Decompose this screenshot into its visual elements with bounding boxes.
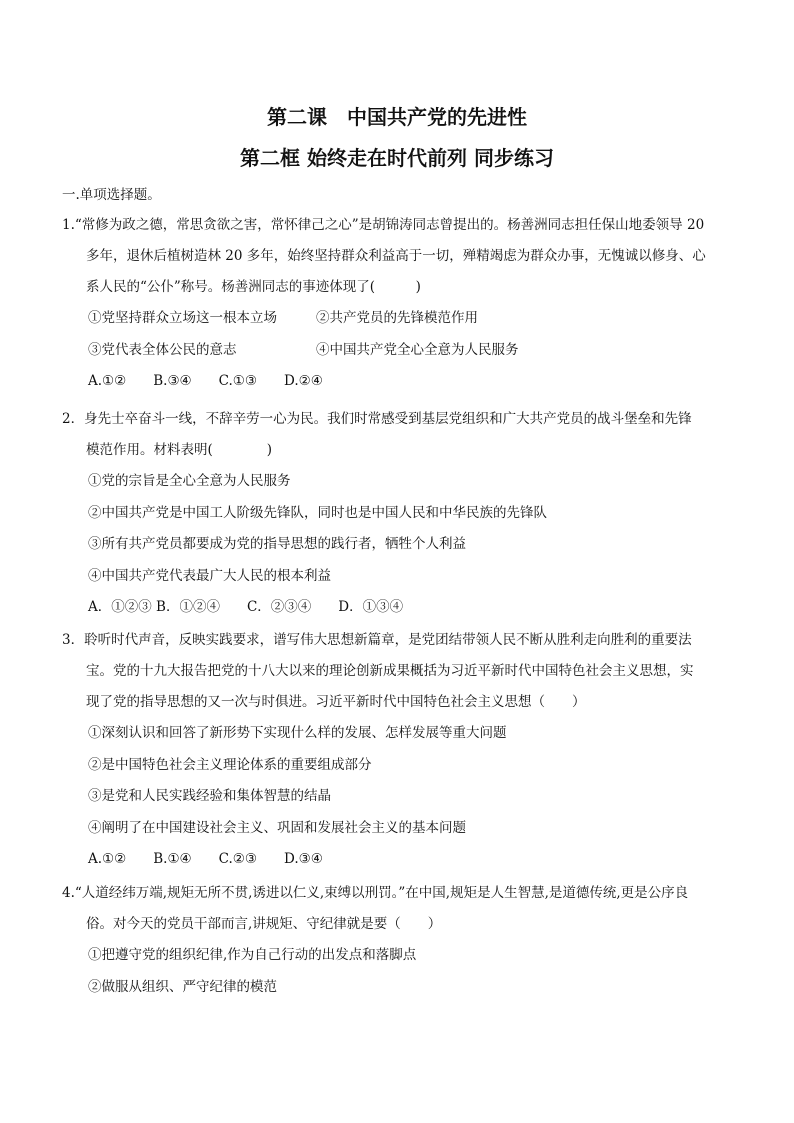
option-4: ④阐明了在中国建设社会主义、巩固和发展社会主义的基本问题 [88,819,466,836]
stem-line: 宝。党的十九大报告把党的十八大以来的理论创新成果概括为习近平新时代中国特色社会主义思想，实 [86,663,694,679]
question-stem [62,404,734,466]
option-2: ②做服从组织、严守纪律的模范 [88,978,277,995]
stem-line: 系人民的“公仆”称号。杨善洲同志的事迹体现了( ) [86,279,421,295]
option-3: ③所有共产党员都要成为党的指导思想的践行者，牺牲个人利益 [88,536,466,552]
question-3 [62,625,734,876]
option-row [62,303,734,335]
option-row [62,335,734,367]
question-2 [62,404,734,624]
option-1: ①把遵守党的组织纪律,作为自己行动的出发点和落脚点 [88,947,417,963]
option-2: ②共产党员的先锋模范作用 [316,310,478,326]
stem-line: 现了党的指导思想的又一次与时俱进。习近平新时代中国特色社会主义思想（ ） [86,694,586,710]
question-stem [62,625,734,718]
page-subtitle: 第二框 始终走在时代前列 同步练习 [240,146,554,170]
option-1: ①深刻认识和回答了新形势下实现什么样的发展、怎样发展等重大问题 [88,725,507,741]
stem-line: 模范作用。材料表明( ) [86,442,273,458]
option-2: ②中国共产党是中国工人阶级先锋队，同时也是中国人民和中华民族的先锋队 [88,504,547,521]
stem-line: 2．身先士卒奋斗一线，不辞辛劳一心为民。我们时常感受到基层党组织和广大共产党员的战斗堡垒和先锋 [62,411,692,427]
answer-choices: A.①② B.③④ C.①③ D.②④ [88,373,323,389]
question-stem [62,878,734,940]
stem-line: 俗。对今天的党员干部而言,讲规矩、守纪律就是要（ ） [86,916,442,932]
question-1 [62,210,734,398]
stem-line: 多年，退休后植树造林 20 多年，始终坚持群众利益高于一切，殚精竭虑为群众办事，无愧诚以修身、心 [86,248,706,264]
question-4 [62,878,734,1003]
section-heading: 一.单项选择题。 [62,187,161,203]
option-3: ③党代表全体公民的意志 [88,341,237,358]
stem-line: 4.“人道经纬万端,规矩无所不贯,诱进以仁义,束缚以刑罚。”在中国,规矩是人生智慧,是道德传统,更是公序良 [62,885,689,901]
answer-choices: A.①② B.①④ C.②③ D.③④ [88,851,323,867]
answer-choices: A．①②③ B．①②④ C．②③④ D．①③④ [88,599,404,615]
option-2: ②是中国特色社会主义理论体系的重要组成部分 [88,756,372,773]
option-4: ④中国共产党代表最广大人民的根本利益 [88,567,331,584]
stem-line: 1.“常修为政之德，常思贪欲之害，常怀律己之心”是胡锦涛同志曾提出的。杨善洲同志担任保山地委领导 20 [62,217,705,233]
option-3: ③是党和人民实践经验和集体智慧的结晶 [88,788,331,804]
page-title: 第二课 中国共产党的先进性 [267,105,527,129]
stem-line: 3．聆听时代声音，反映实践要求，谱写伟大思想新篇章，是党团结带领人民不断从胜利走向胜利的重要法 [62,632,692,648]
option-1: ①党的宗旨是全心全意为人民服务 [88,473,291,489]
option-4: ④中国共产党全心全意为人民服务 [316,341,519,358]
question-stem [62,210,734,303]
option-1: ①党坚持群众立场这一根本立场 [88,310,277,326]
